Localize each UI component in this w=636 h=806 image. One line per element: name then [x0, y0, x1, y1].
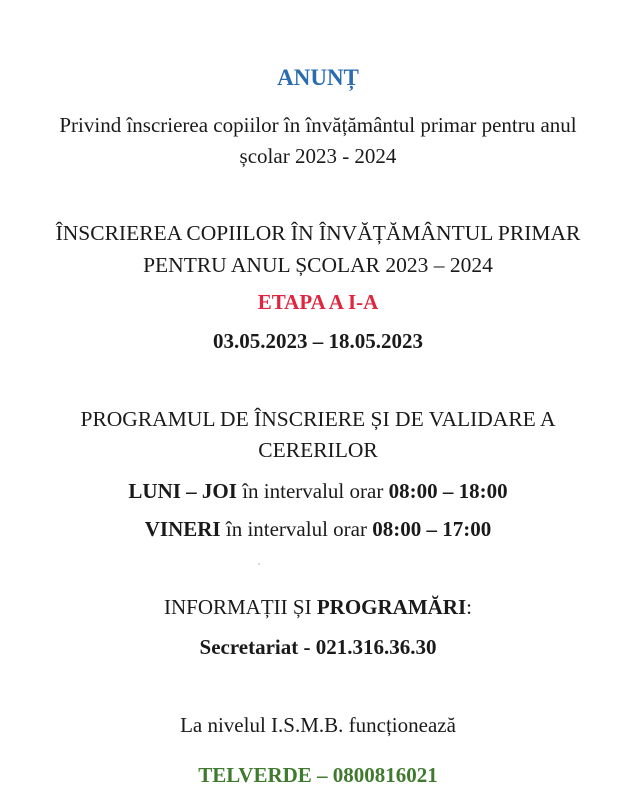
subtitle-line-1: Privind înscrierea copiilor în învățământul primar pentru anul — [59, 113, 577, 137]
heading-line-1: ÎNSCRIEREA COPIILOR ÎN ÎNVĂȚĂMÂNTUL PRIMAR — [55, 221, 581, 245]
info-suffix: : — [466, 595, 472, 619]
scan-speck — [258, 563, 260, 565]
telverde-phone: TELVERDE – 0800816021 — [198, 763, 438, 787]
program-heading-line-1: PROGRAMUL DE ÎNSCRIERE ȘI DE VALIDARE A — [80, 407, 556, 431]
schedule-row-mon-thu — [0, 481, 636, 502]
ismb-text: La nivelul I.S.M.B. funcționează — [180, 713, 456, 737]
announcement-title: ANUNȚ — [277, 65, 359, 90]
schedule-hours: 08:00 – 17:00 — [372, 517, 492, 541]
info-heading — [0, 597, 636, 618]
stage-label: ETAPA A I-A — [257, 290, 379, 314]
stage-dates: 03.05.2023 – 18.05.2023 — [213, 329, 423, 353]
schedule-text: în intervalul orar — [236, 479, 389, 503]
info-bold: PROGRAMĂRI — [316, 595, 467, 619]
secretariat-phone: Secretariat - 021.316.36.30 — [199, 635, 437, 659]
program-heading-line-2: CERERILOR — [258, 438, 378, 462]
schedule-hours: 08:00 – 18:00 — [388, 479, 508, 503]
info-prefix: INFORMAȚII ȘI — [163, 595, 317, 619]
schedule-text: în intervalul orar — [220, 517, 373, 541]
heading-line-2: PENTRU ANUL ȘCOLAR 2023 – 2024 — [143, 253, 493, 277]
schedule-days: LUNI – JOI — [128, 479, 237, 503]
schedule-days: VINERI — [144, 517, 221, 541]
schedule-row-fri — [0, 519, 636, 540]
subtitle-line-2: școlar 2023 - 2024 — [239, 144, 397, 168]
